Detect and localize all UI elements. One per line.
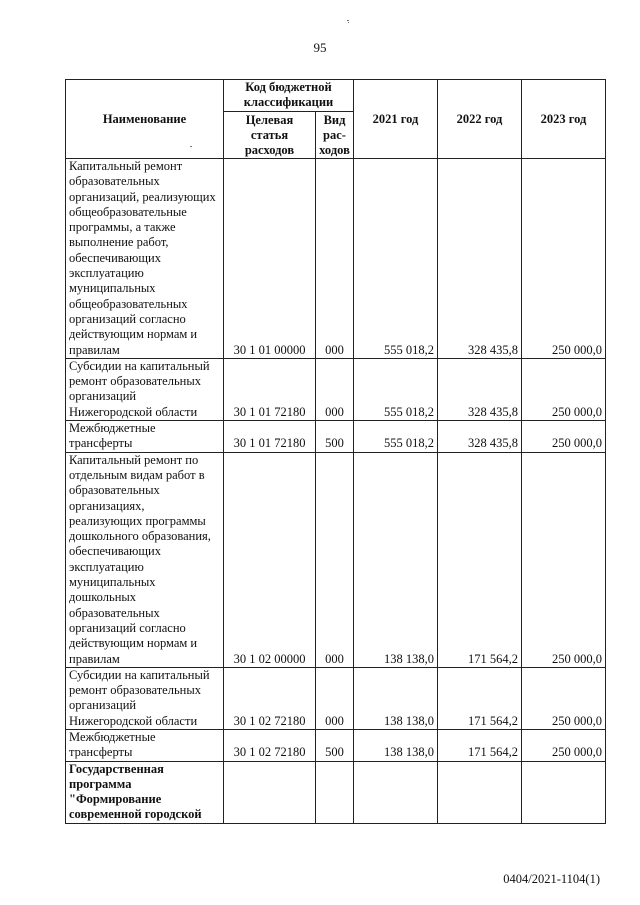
row-target-article <box>224 761 316 823</box>
row-target-article: 30 1 01 00000 <box>224 159 316 359</box>
header-year-2022: 2022 год <box>438 80 522 159</box>
budget-table <box>65 79 606 824</box>
header-expense-type: Вид рас-ходов <box>316 112 354 159</box>
row-name: Межбюджетные трансферты <box>66 421 224 453</box>
table-row <box>66 667 606 729</box>
table-row <box>66 761 606 823</box>
row-value-2022: 328 435,8 <box>438 421 522 453</box>
row-target-article: 30 1 01 72180 <box>224 421 316 453</box>
header-target-article: Целевая статья расходов <box>224 112 316 159</box>
row-name: Субсидии на капитальный ремонт образовательных организаций Нижегородской области <box>66 667 224 729</box>
header-code-group: Код бюджетной классификации <box>224 80 354 112</box>
header-year-2021: 2021 год <box>354 80 438 159</box>
row-value-2021: 138 138,0 <box>354 452 438 667</box>
row-value-2021: 555 018,2 <box>354 358 438 420</box>
scan-speck <box>190 146 192 147</box>
row-value-2021: 138 138,0 <box>354 729 438 761</box>
row-target-article: 30 1 02 00000 <box>224 452 316 667</box>
row-value-2022: 171 564,2 <box>438 729 522 761</box>
row-value-2022: 171 564,2 <box>438 667 522 729</box>
row-value-2021: 555 018,2 <box>354 421 438 453</box>
table-row <box>66 421 606 453</box>
row-name: Субсидии на капитальный ремонт образовательных организаций Нижегородской области <box>66 358 224 420</box>
row-name: Межбюджетные трансферты <box>66 729 224 761</box>
row-value-2021: 555 018,2 <box>354 159 438 359</box>
row-value-2021: 138 138,0 <box>354 667 438 729</box>
row-expense-type: 000 <box>316 358 354 420</box>
page-number: 95 <box>313 40 327 55</box>
row-target-article: 30 1 01 72180 <box>224 358 316 420</box>
row-expense-type: 500 <box>316 421 354 453</box>
row-name: Государственная программа "Формирование современной городской <box>66 761 224 823</box>
row-value-2023: 250 000,0 <box>522 358 606 420</box>
row-expense-type: 500 <box>316 729 354 761</box>
row-name: Капитальный ремонт образовательных организаций, реализующих общеобразовательные программы, а также выполнение работ, обеспечивающих эксплуатацию муниципальных общеобразовательных организаций согласно действующим нормам и правилам <box>66 159 224 359</box>
row-target-article: 30 1 02 72180 <box>224 729 316 761</box>
row-value-2023: 250 000,0 <box>522 729 606 761</box>
row-expense-type: 000 <box>316 667 354 729</box>
document-registration-code: 0404/2021-1104(1) <box>503 872 600 886</box>
row-value-2022: 328 435,8 <box>438 358 522 420</box>
row-target-article: 30 1 02 72180 <box>224 667 316 729</box>
scan-speck <box>348 22 349 23</box>
header-name: Наименование <box>66 80 224 159</box>
table-row <box>66 452 606 667</box>
table-row <box>66 358 606 420</box>
row-value-2023: 250 000,0 <box>522 159 606 359</box>
row-expense-type: 000 <box>316 159 354 359</box>
row-name: Капитальный ремонт по отдельным видам работ в образовательных организациях, реализующих программы дошкольного образования, обеспечивающих эксплуатацию муниципальных дошкольных образовательных организаций согласно действующим нормам и правилам <box>66 452 224 667</box>
row-expense-type <box>316 761 354 823</box>
table-row <box>66 729 606 761</box>
row-value-2022 <box>438 761 522 823</box>
row-value-2023: 250 000,0 <box>522 667 606 729</box>
row-expense-type: 000 <box>316 452 354 667</box>
row-value-2023: 250 000,0 <box>522 452 606 667</box>
header-year-2023: 2023 год <box>522 80 606 159</box>
table-row <box>66 159 606 359</box>
scan-speck <box>347 20 349 21</box>
row-value-2022: 171 564,2 <box>438 452 522 667</box>
row-value-2023 <box>522 761 606 823</box>
row-value-2022: 328 435,8 <box>438 159 522 359</box>
row-value-2023: 250 000,0 <box>522 421 606 453</box>
row-value-2021 <box>354 761 438 823</box>
